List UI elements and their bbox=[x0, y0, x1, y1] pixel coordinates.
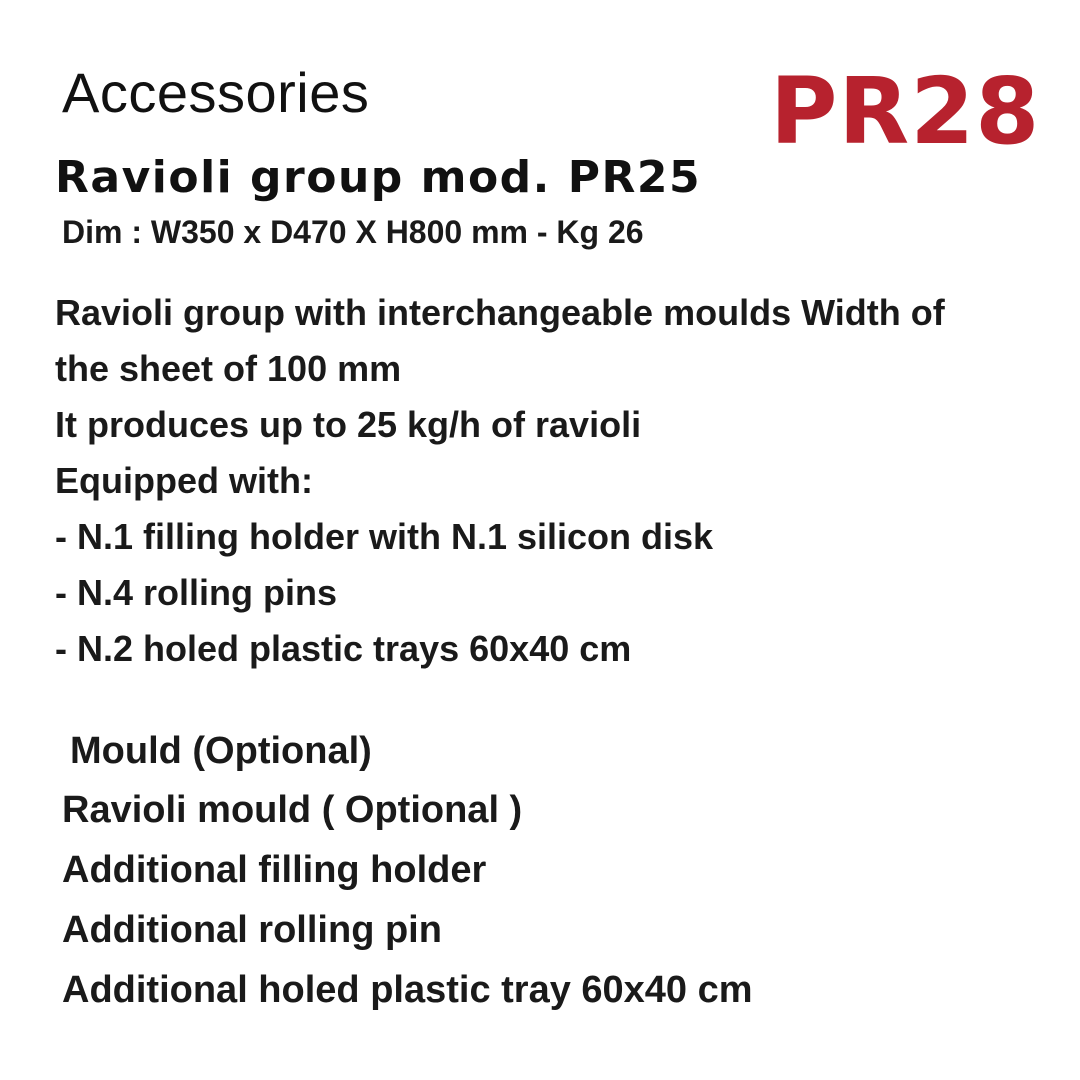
model-code: PR28 bbox=[770, 58, 1041, 165]
description-line: the sheet of 100 mm bbox=[55, 348, 402, 389]
optional-heading: Mould (Optional) bbox=[70, 730, 372, 772]
equipment-list-item: - N.1 filling holder with N.1 silicon disk bbox=[55, 516, 714, 557]
equipment-list-item: - N.4 rolling pins bbox=[55, 572, 338, 613]
optional-item: Additional rolling pin bbox=[62, 909, 442, 951]
product-title: Ravioli group mod. PR25 bbox=[55, 152, 702, 203]
description-line: Ravioli group with interchangeable moulds Width of bbox=[55, 292, 945, 333]
optional-item: Ravioli mould ( Optional ) bbox=[62, 789, 523, 831]
description-line: It produces up to 25 kg/h of ravioli bbox=[55, 404, 642, 445]
product-dimensions: Dim : W350 x D470 X H800 mm - Kg 26 bbox=[62, 214, 644, 250]
optional-item: Additional filling holder bbox=[62, 849, 487, 891]
product-description bbox=[55, 285, 1075, 677]
section-title: Accessories bbox=[62, 61, 370, 124]
optional-item: Additional holed plastic tray 60x40 cm bbox=[62, 969, 753, 1011]
optional-accessories bbox=[62, 722, 753, 1020]
equipment-list-item: - N.2 holed plastic trays 60x40 cm bbox=[55, 628, 632, 669]
description-line: Equipped with: bbox=[55, 460, 313, 501]
